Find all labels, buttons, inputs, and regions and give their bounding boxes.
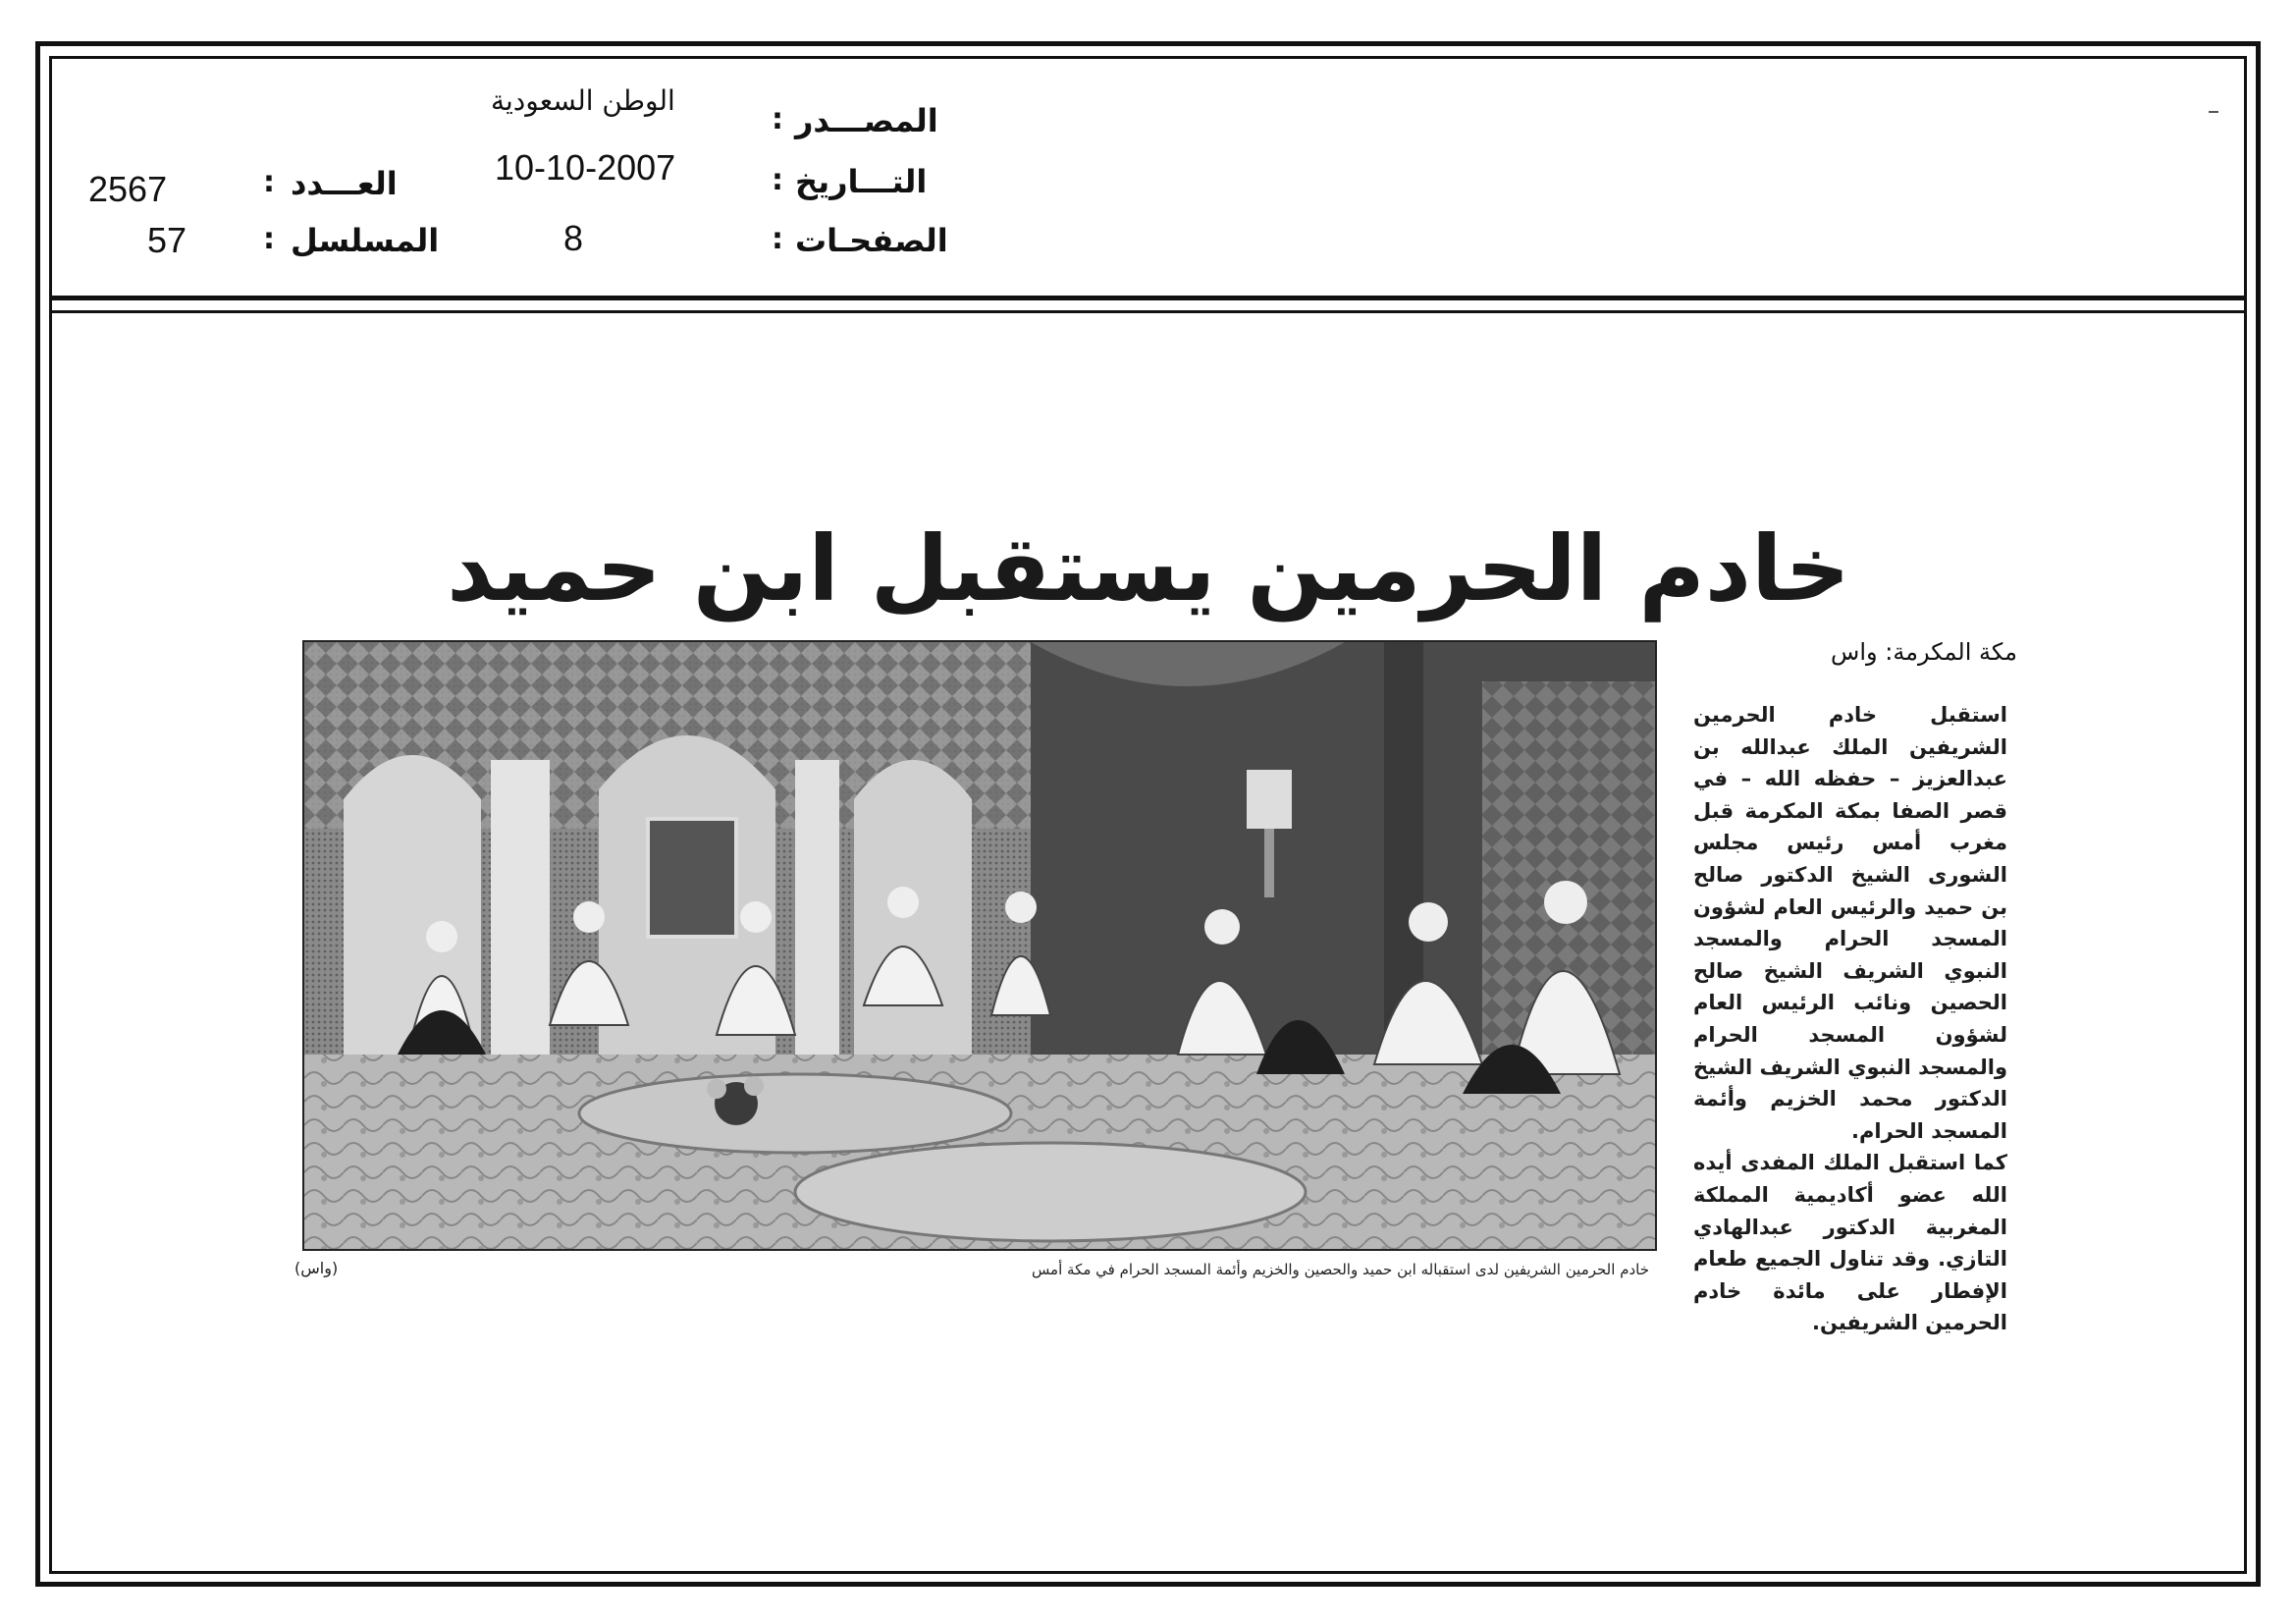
date-colon: : <box>772 163 783 197</box>
source-value: الوطن السعودية <box>491 84 675 117</box>
article-headline: خادم الحرمين يستقبل ابن حميد <box>447 516 1850 622</box>
article-paragraph-2: كما استقبل الملك المفدى أيده الله عضو أكاديمية المملكة المغربية الدكتور عبدالهادي التازي. وقد تناول الجميع طعام الإفطار على مائدة خادم الحرمين الشريفين. <box>1693 1151 2007 1335</box>
pages-value: 8 <box>563 218 584 258</box>
article-dateline: مكة المكرمة: واس <box>1831 638 2017 666</box>
serial-colon: : <box>263 222 275 256</box>
scan-mark <box>2209 111 2218 113</box>
date-label: التـــاريخ <box>795 163 928 200</box>
photo-credit: (واس) <box>294 1259 339 1277</box>
article-photo <box>302 640 1657 1251</box>
source-colon: : <box>772 102 783 136</box>
issue-value: 2567 <box>88 169 168 209</box>
date-value: 10-10-2007 <box>495 147 676 188</box>
pages-colon: : <box>772 222 783 256</box>
reception-hall-photo <box>304 642 1655 1249</box>
article-body <box>1693 699 2007 1339</box>
pages-label: الصفحـات <box>795 222 948 259</box>
serial-value: 57 <box>147 220 187 260</box>
source-label: المصـــدر <box>795 102 938 139</box>
header-divider <box>49 296 2247 300</box>
issue-colon: : <box>263 165 275 199</box>
photo-caption: خادم الحرمين الشريفين لدى استقباله ابن حميد والحصين والخزيم وأئمة المسجد الحرام في مكة أمس <box>1031 1261 1649 1278</box>
article-paragraph-1: استقبل خادم الحرمين الشريفين الملك عبدالله بن عبدالعزيز – حفظه الله – في قصر الصفا بمكة المكرمة قبل مغرب أمس رئيس مجلس الشورى الشيخ الدكتور صالح بن حميد والرئيس العام لشؤون المسجد الحرام والمسجد النبوي الشريف الشيخ صالح الحصين ونائب الرئيس العام لشؤون المسجد الحرام والمسجد النبوي الشريف الشيخ الدكتور محمد الخزيم وأئمة المسجد الحرام. <box>1693 703 2007 1143</box>
serial-label: المسلسل <box>291 222 440 259</box>
issue-label: العـــدد <box>291 165 398 202</box>
header-divider-secondary <box>49 310 2247 313</box>
